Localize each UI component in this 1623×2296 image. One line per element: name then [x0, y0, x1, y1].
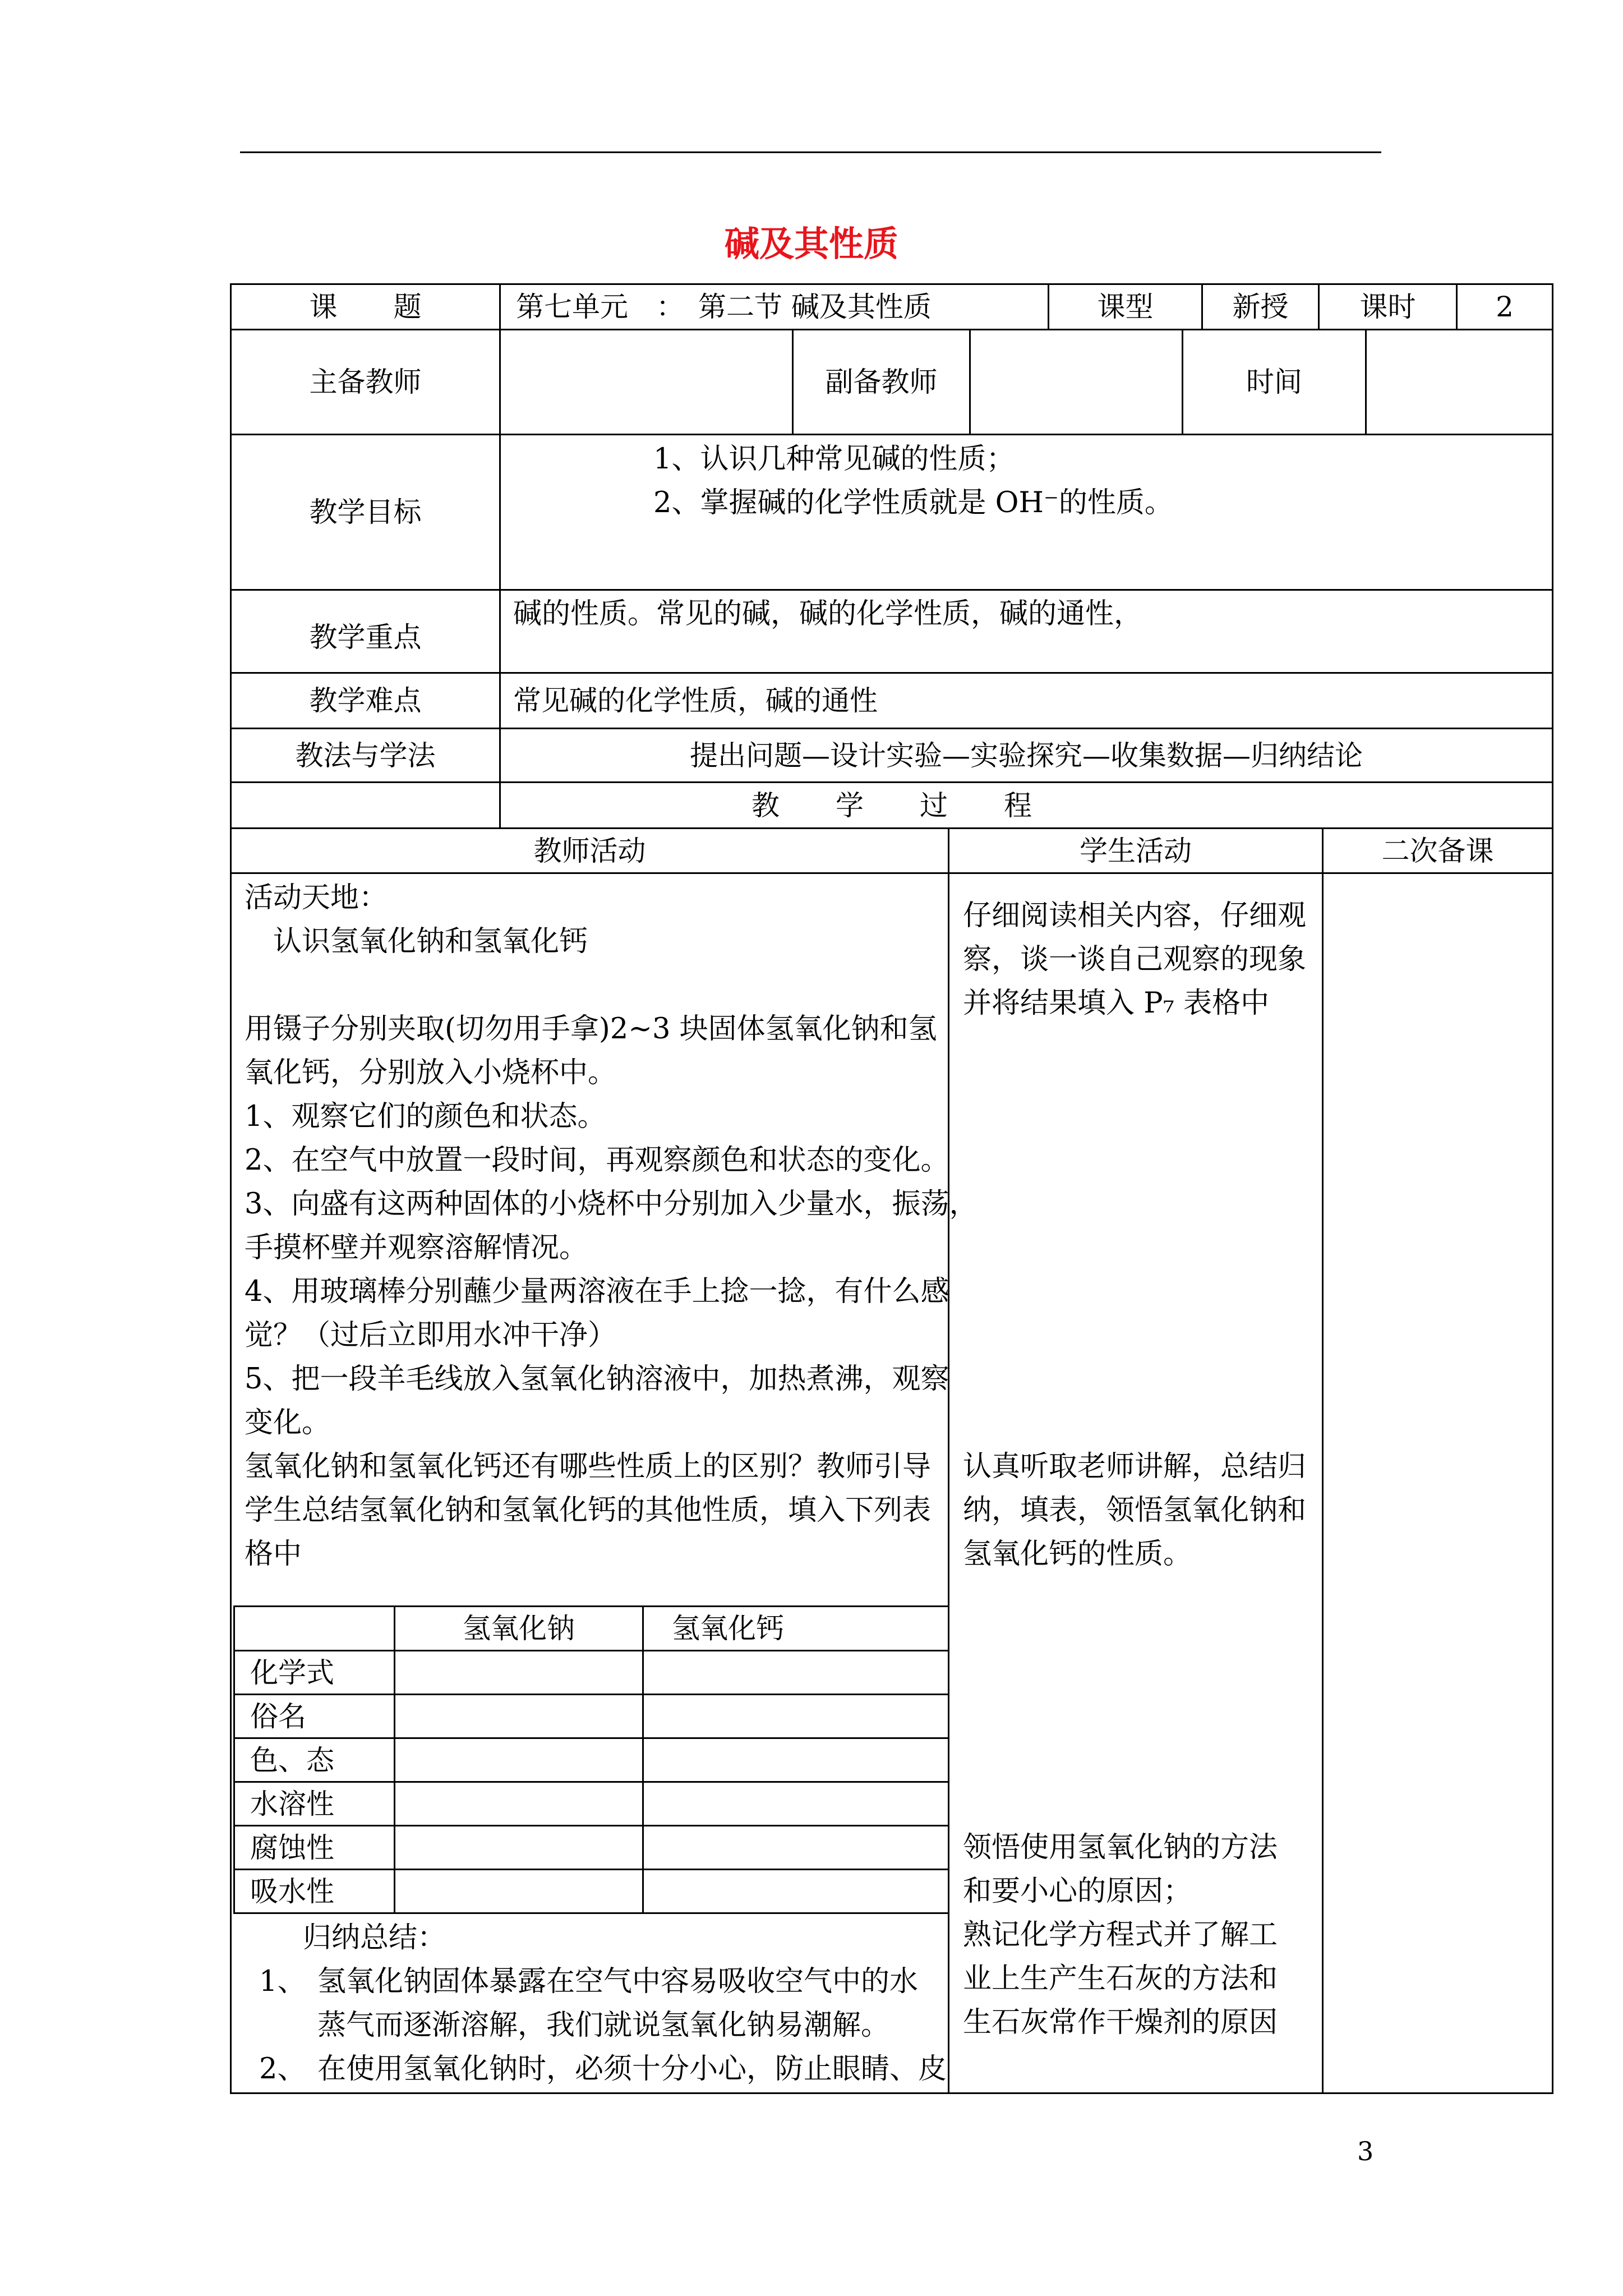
summary-item-text: 在使用氢氧化钠时，必须十分小心，防止眼睛、皮 — [317, 2053, 947, 2086]
properties-header-caoh2: 氢氧化钙 — [672, 1612, 784, 1645]
properties-table-rule — [233, 1650, 948, 1651]
summary-item-text: 蒸气而逐渐溶解，我们就说氢氧化钠易潮解。 — [317, 2009, 890, 2042]
properties-table-rule — [233, 1825, 948, 1826]
page-title: 碱及其性质 — [724, 223, 898, 264]
table-border-right — [1552, 283, 1553, 2094]
properties-row-label: 吸水性 — [250, 1875, 334, 1908]
student-line: 认真听取老师讲解，总结归 — [963, 1450, 1307, 1483]
time-label: 时间 — [1246, 366, 1302, 398]
teacher-line: 认识氢氧化钠和氢氧化钙 — [245, 925, 588, 958]
properties-row-label: 腐蚀性 — [250, 1831, 334, 1864]
student-line: 熟记化学方程式并了解工 — [963, 1918, 1278, 1952]
time-value — [1367, 330, 1552, 434]
summary-heading: 归纳总结： — [303, 1921, 446, 1954]
properties-table-rule — [233, 1605, 235, 1914]
objective-item: 2、掌握碱的化学性质就是 OH⁻的性质。 — [653, 486, 1173, 519]
teacher-line: 4、用玻璃棒分别蘸少量两溶液在手上捻一捻，有什么感 — [245, 1275, 949, 1308]
table-rule — [1322, 827, 1324, 2094]
teacher-line: 格中 — [245, 1538, 302, 1571]
header-rule — [240, 151, 1381, 153]
methods-label: 教法与学法 — [295, 739, 436, 772]
assist-teacher-value — [971, 330, 1182, 434]
objective-item: 1、认识几种常见碱的性质； — [653, 443, 1015, 476]
properties-row-label: 色、态 — [250, 1743, 334, 1777]
properties-table-rule — [394, 1605, 395, 1914]
student-line: 察，谈一谈自己观察的现象 — [963, 943, 1307, 976]
teacher-line: 觉？（过后立即用水冲干净） — [245, 1319, 617, 1352]
table-rule — [231, 872, 1553, 874]
key-points-label: 教学重点 — [309, 620, 422, 654]
teacher-line: 5、把一段羊毛线放入氢氧化钠溶液中，加热煮沸，观察 — [245, 1363, 949, 1396]
summary-item-number: 1、 — [259, 1965, 306, 1998]
student-line: 生石灰常作干燥剂的原因 — [963, 2006, 1278, 2039]
student-line: 和要小心的原因； — [963, 1875, 1192, 1908]
properties-row-label: 俗名 — [250, 1700, 306, 1733]
objectives-label: 教学目标 — [309, 496, 422, 528]
teacher-line: 用镊子分别夹取(切勿用手拿)2~3 块固体氢氧化钠和氢 — [245, 1013, 937, 1046]
properties-row-label: 化学式 — [250, 1656, 334, 1689]
student-line: 并将结果填入 P₇ 表格中 — [963, 987, 1270, 1020]
difficulties-value: 常见碱的化学性质，碱的通性 — [513, 684, 878, 717]
teacher-line: 变化。 — [245, 1406, 331, 1439]
properties-table-rule — [233, 1737, 948, 1739]
student-line: 纳，填表，领悟氢氧化钠和 — [963, 1494, 1307, 1527]
properties-table-rule — [233, 1869, 948, 1870]
summary-item-text: 氢氧化钠固体暴露在空气中容易吸收空气中的水 — [317, 1965, 919, 1998]
page-number: 3 — [1357, 2136, 1374, 2166]
teacher-line: 学生总结氢氧化钠和氢氧化钙的其他性质，填入下列表 — [245, 1494, 932, 1527]
lesson-hours-value: 2 — [1496, 291, 1514, 323]
second-prep-header: 二次备课 — [1381, 834, 1494, 867]
teacher-line: 手摸杯壁并观察溶解情况。 — [245, 1231, 588, 1264]
lesson-hours-label: 课时 — [1359, 291, 1416, 323]
properties-table-rule — [642, 1605, 644, 1914]
assist-teacher-label: 副备教师 — [825, 366, 938, 398]
lesson-subject: 第七单元 ： 第二节 碱及其性质 — [516, 291, 932, 323]
teacher-line: 3、向盛有这两种固体的小烧杯中分别加入少量水，振荡， — [245, 1188, 978, 1221]
teacher-line: 2、在空气中放置一段时间，再观察颜色和状态的变化。 — [245, 1144, 949, 1177]
student-activity-header: 学生活动 — [1080, 834, 1192, 867]
student-line: 仔细阅读相关内容，仔细观 — [963, 899, 1307, 932]
summary-item-number: 2、 — [259, 2053, 306, 2086]
key-points-value: 碱的性质。常见的碱，碱的化学性质，碱的通性， — [513, 597, 1143, 631]
main-teacher-value — [501, 330, 792, 434]
difficulties-label: 教学难点 — [309, 684, 422, 717]
student-line: 氢氧化钙的性质。 — [963, 1538, 1192, 1571]
teacher-activity-header: 教师活动 — [533, 834, 646, 867]
process-header: 教 学 过 程 — [751, 789, 1032, 822]
teacher-line: 1、观察它们的颜色和状态。 — [245, 1100, 606, 1133]
main-teacher-label: 主备教师 — [309, 366, 422, 398]
properties-table-rule — [233, 1912, 948, 1914]
table-border-bottom — [231, 2092, 1553, 2094]
properties-header-naoh: 氢氧化钠 — [463, 1612, 575, 1645]
lesson-type-label: 课型 — [1097, 291, 1154, 323]
student-line: 业上生产生石灰的方法和 — [963, 1962, 1278, 1995]
teacher-line: 活动天地： — [245, 881, 388, 914]
lesson-label: 课 题 — [309, 291, 422, 323]
methods-value: 提出问题—设计实验—实验探究—收集数据—归纳结论 — [690, 739, 1363, 772]
properties-table-rule — [233, 1694, 948, 1695]
teacher-line: 氢氧化钠和氢氧化钙还有哪些性质上的区别？教师引导 — [245, 1450, 932, 1483]
student-line: 领悟使用氢氧化钠的方法 — [963, 1831, 1278, 1864]
teacher-line: 氧化钙，分别放入小烧杯中。 — [245, 1056, 617, 1089]
properties-table-rule — [233, 1781, 948, 1783]
table-rule — [948, 827, 949, 2094]
properties-row-label: 水溶性 — [250, 1787, 334, 1820]
lesson-type-value: 新授 — [1232, 291, 1289, 323]
